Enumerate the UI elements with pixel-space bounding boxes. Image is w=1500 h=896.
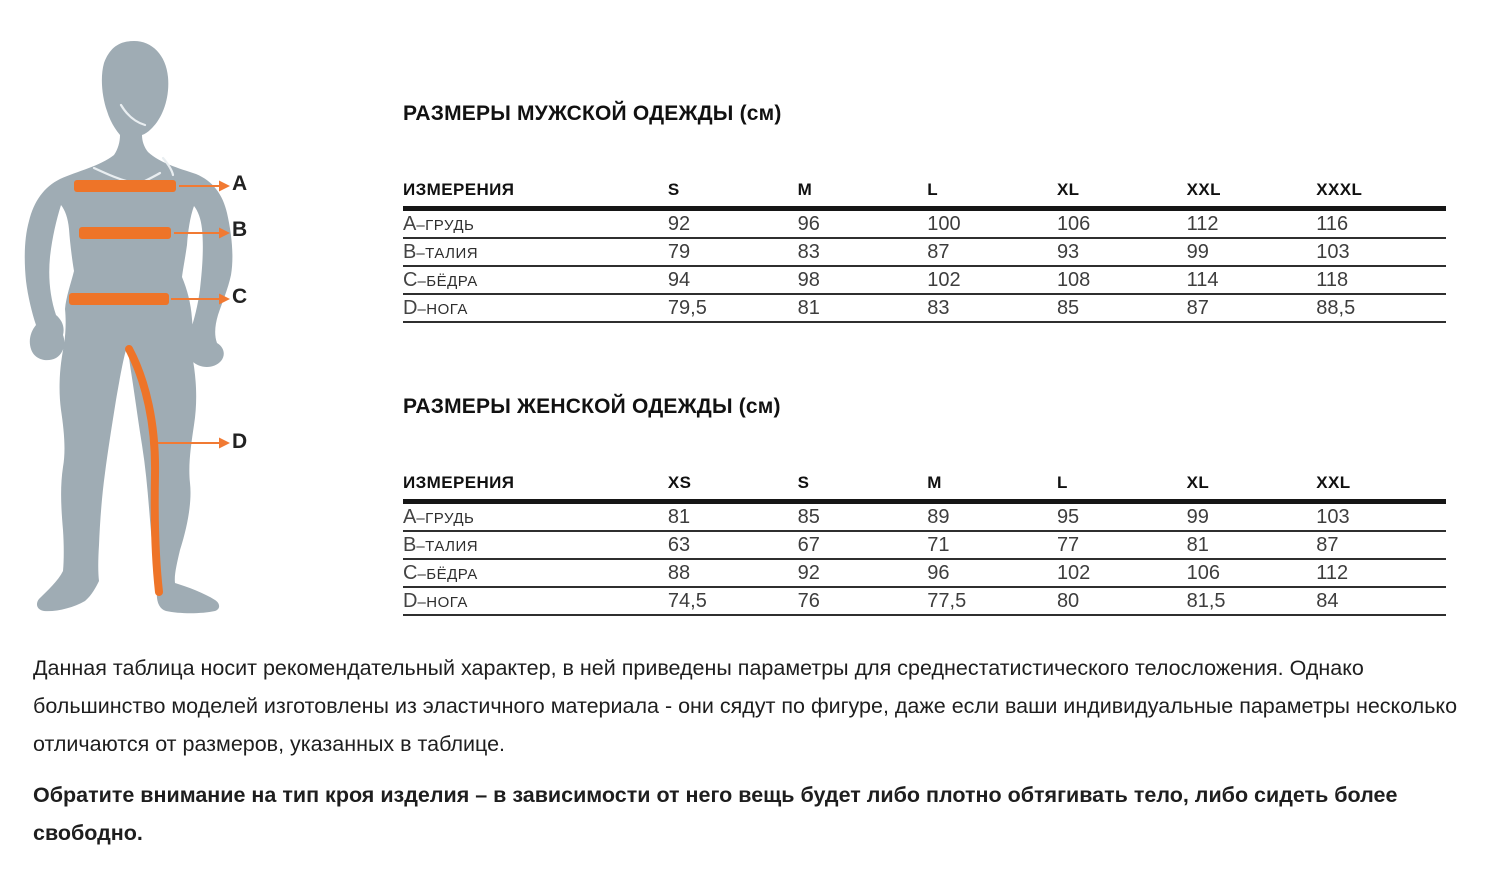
- arrowhead-a: [219, 181, 230, 192]
- size-value: 67: [798, 531, 928, 559]
- measure-label-c: C: [232, 285, 248, 308]
- size-value: 81: [668, 502, 798, 532]
- size-column-header: S: [668, 180, 798, 209]
- size-value: 99: [1187, 502, 1317, 532]
- measurement-row: [403, 559, 1446, 587]
- size-column-header: XS: [668, 473, 798, 502]
- measurements-column-header: ИЗМЕРЕНИЯ: [403, 473, 668, 502]
- measurement-label: C–БЁДРА: [403, 266, 668, 294]
- size-value: 76: [798, 587, 928, 615]
- size-value: 63: [668, 531, 798, 559]
- size-value: 103: [1316, 238, 1446, 266]
- size-column-header: XXXL: [1316, 180, 1446, 209]
- size-column-header: S: [798, 473, 928, 502]
- measurement-row: [403, 238, 1446, 266]
- women-sizes-title: РАЗМЕРЫ ЖЕНСКОЙ ОДЕЖДЫ (см): [403, 395, 781, 418]
- measure-label-d: D: [232, 430, 248, 453]
- size-value: 89: [927, 502, 1057, 532]
- measure-label-a: A: [232, 172, 248, 195]
- size-value: 84: [1316, 587, 1446, 615]
- size-value: 118: [1316, 266, 1446, 294]
- size-value: 102: [1057, 559, 1187, 587]
- size-value: 85: [798, 502, 928, 532]
- women-sizes-section: [403, 394, 1446, 616]
- measurement-label: C–БЁДРА: [403, 559, 668, 587]
- measurement-row: [403, 502, 1446, 532]
- size-value: 77,5: [927, 587, 1057, 615]
- women-size-table: [403, 473, 1446, 616]
- size-column-header: XL: [1057, 180, 1187, 209]
- header-row: [403, 473, 1446, 502]
- men-size-table: [403, 180, 1446, 323]
- arrowhead-d: [219, 438, 230, 449]
- measurement-row: [403, 531, 1446, 559]
- size-value: 96: [798, 209, 928, 239]
- size-value: 92: [798, 559, 928, 587]
- size-value: 102: [927, 266, 1057, 294]
- header-row: [403, 180, 1446, 209]
- measurement-label: D–НОГА: [403, 587, 668, 615]
- size-value: 112: [1316, 559, 1446, 587]
- size-value: 74,5: [668, 587, 798, 615]
- men-sizes-title: РАЗМЕРЫ МУЖСКОЙ ОДЕЖДЫ (см): [403, 102, 782, 125]
- body-silhouette: [25, 41, 233, 613]
- male-silhouette-graphic: [8, 25, 248, 625]
- size-value: 94: [668, 266, 798, 294]
- size-column-header: XXL: [1187, 180, 1317, 209]
- size-value: 88: [668, 559, 798, 587]
- size-value: 116: [1316, 209, 1446, 239]
- waist-band: [79, 227, 171, 239]
- size-value: 83: [798, 238, 928, 266]
- measurement-row: [403, 266, 1446, 294]
- size-column-header: L: [1057, 473, 1187, 502]
- size-value: 99: [1187, 238, 1317, 266]
- size-value: 93: [1057, 238, 1187, 266]
- size-value: 83: [927, 294, 1057, 322]
- size-value: 81,5: [1187, 587, 1317, 615]
- measurement-label: A–ГРУДЬ: [403, 209, 668, 239]
- size-value: 87: [1316, 531, 1446, 559]
- size-column-header: XXL: [1316, 473, 1446, 502]
- size-value: 80: [1057, 587, 1187, 615]
- size-value: 79,5: [668, 294, 798, 322]
- size-value: 87: [927, 238, 1057, 266]
- notes-block: [33, 649, 1485, 852]
- size-value: 77: [1057, 531, 1187, 559]
- size-value: 103: [1316, 502, 1446, 532]
- size-value: 87: [1187, 294, 1317, 322]
- size-value: 95: [1057, 502, 1187, 532]
- men-sizes-section: [403, 101, 1446, 323]
- size-value: 88,5: [1316, 294, 1446, 322]
- size-column-header: M: [927, 473, 1057, 502]
- size-column-header: XL: [1187, 473, 1317, 502]
- measurements-column-header: ИЗМЕРЕНИЯ: [403, 180, 668, 209]
- size-value: 81: [798, 294, 928, 322]
- size-value: 114: [1187, 266, 1317, 294]
- note-paragraph-regular: Данная таблица носит рекомендательный характер, в ней приведены параметры для среднестатистического телосложения. Однако большинство моделей изготовлены из эластичного материала - они сядут по фигуре, даже если ваши индивидуальные параметры несколько отличаются от размеров, указанных в таблице.: [33, 656, 1458, 756]
- size-value: 112: [1187, 209, 1317, 239]
- note-paragraph-bold: Обратите внимание на тип кроя изделия – в зависимости от него вещь будет либо плотно обтягивать тело, либо сидеть более свободно.: [33, 783, 1398, 845]
- size-value: 108: [1057, 266, 1187, 294]
- size-value: 92: [668, 209, 798, 239]
- size-column-header: M: [798, 180, 928, 209]
- size-value: 98: [798, 266, 928, 294]
- measurement-row: [403, 209, 1446, 239]
- measurement-row: [403, 587, 1446, 615]
- size-column-header: L: [927, 180, 1057, 209]
- size-value: 106: [1187, 559, 1317, 587]
- measurement-label: B–ТАЛИЯ: [403, 238, 668, 266]
- size-value: 79: [668, 238, 798, 266]
- size-value: 96: [927, 559, 1057, 587]
- hip-band: [69, 293, 169, 305]
- size-value: 81: [1187, 531, 1317, 559]
- size-value: 85: [1057, 294, 1187, 322]
- measurement-label: B–ТАЛИЯ: [403, 531, 668, 559]
- measure-label-b: B: [232, 218, 248, 241]
- size-value: 106: [1057, 209, 1187, 239]
- measurement-label: A–ГРУДЬ: [403, 502, 668, 532]
- chest-band: [74, 180, 176, 192]
- size-value: 100: [927, 209, 1057, 239]
- size-value: 71: [927, 531, 1057, 559]
- body-measurement-diagram: [8, 25, 318, 625]
- measurement-row: [403, 294, 1446, 322]
- measurement-label: D–НОГА: [403, 294, 668, 322]
